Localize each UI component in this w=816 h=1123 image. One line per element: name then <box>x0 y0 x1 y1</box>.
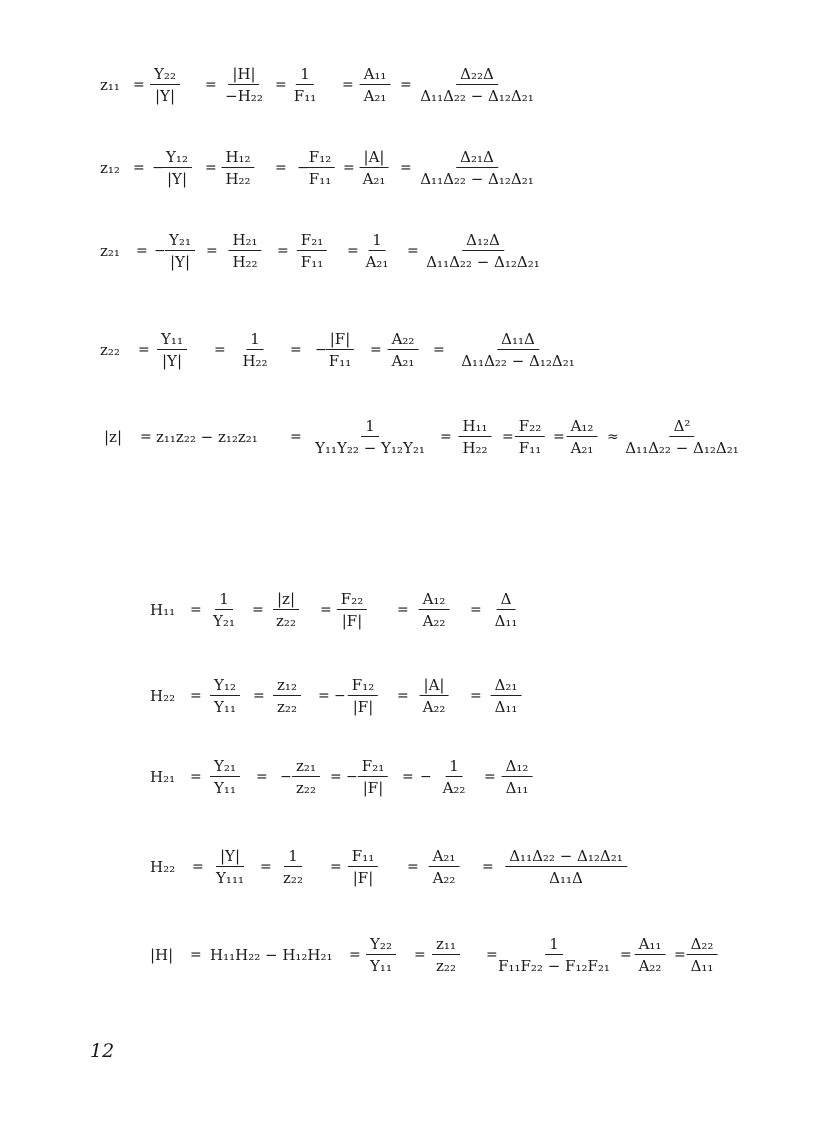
numerator: |F| <box>326 330 355 350</box>
numerator: Δ₂₂Δ <box>456 65 498 85</box>
equals-sign: = <box>553 429 565 445</box>
numerator: |z| <box>273 590 299 610</box>
equals-sign: = <box>253 688 265 704</box>
numerator: 1 <box>215 590 233 610</box>
equals-sign: = <box>482 859 494 875</box>
equation-lhs: z₂₂ <box>100 341 120 359</box>
denominator: A₂₁ <box>391 352 415 370</box>
fraction <box>273 676 301 716</box>
equals-sign: = <box>484 769 496 785</box>
minus-sign: − <box>420 769 432 785</box>
equals-sign: = <box>470 688 482 704</box>
equals-sign: = <box>470 602 482 618</box>
equals-sign: = <box>330 769 342 785</box>
equation-lhs: H₂₂ <box>150 687 176 705</box>
denominator: H₂₂ <box>462 439 488 457</box>
equation-z11 <box>0 55 816 115</box>
equals-sign: = <box>205 160 217 176</box>
numerator: A₁₂ <box>419 590 450 610</box>
numerator: 1 <box>246 330 264 350</box>
equals-sign: = <box>433 342 445 358</box>
fraction <box>567 417 598 457</box>
equation-lhs: z₁₁ <box>100 76 120 94</box>
numerator: Δ₁₂Δ <box>462 231 504 251</box>
equals-sign: = <box>206 243 218 259</box>
minus-sign: − <box>297 160 309 176</box>
fraction <box>362 231 393 271</box>
equals-sign: = <box>502 429 514 445</box>
fraction <box>290 65 320 105</box>
fraction <box>305 148 335 188</box>
denominator: Y₁₁ <box>214 779 236 797</box>
numerator: Y₁₁ <box>157 330 187 350</box>
numerator: F₁₂ <box>348 676 378 696</box>
numerator: Δ₁₂ <box>502 757 533 777</box>
fraction <box>157 330 187 370</box>
equation-lhs: |z| <box>104 428 123 446</box>
fraction <box>337 590 367 630</box>
fraction <box>491 590 522 630</box>
equals-sign: = <box>320 602 332 618</box>
fraction <box>515 417 545 457</box>
denominator: H₂₂ <box>242 352 268 370</box>
fraction <box>238 330 271 370</box>
denominator: |Y| <box>169 253 190 271</box>
denominator: z₂₂ <box>436 957 456 975</box>
equals-sign: = <box>486 947 498 963</box>
equation-h21 <box>0 747 816 807</box>
equals-sign: = <box>275 77 287 93</box>
denominator: F₁₁ <box>300 253 324 271</box>
numerator: 1 <box>296 65 314 85</box>
numerator: A₁₁ <box>635 935 666 955</box>
numerator: 1 <box>445 757 463 777</box>
equals-sign: = <box>342 77 354 93</box>
denominator: A₂₂ <box>422 698 446 716</box>
determinant-expression: z₁₁z₂₂ − z₁₂z₂₁ <box>156 428 258 446</box>
equals-sign: = <box>190 769 202 785</box>
equals-sign: = <box>397 602 409 618</box>
fraction <box>221 148 254 188</box>
denominator: A₂₂ <box>638 957 662 975</box>
numerator: A₁₁ <box>360 65 391 85</box>
numerator: 1 <box>284 847 302 867</box>
fraction <box>416 65 538 105</box>
denominator: Δ₁₁Δ₂₂ − Δ₁₂Δ₂₁ <box>426 253 540 271</box>
numerator: A₂₂ <box>388 330 419 350</box>
numerator: 1 <box>368 231 386 251</box>
denominator: |F| <box>352 869 374 887</box>
denominator: |Y| <box>154 87 175 105</box>
numerator: F₂₁ <box>297 231 327 251</box>
numerator: Δ <box>497 590 516 610</box>
equation-h-determinant <box>0 925 816 985</box>
equals-sign: = <box>275 160 287 176</box>
numerator: |H| <box>228 65 259 85</box>
equals-sign: = <box>400 77 412 93</box>
equals-sign: = <box>214 342 226 358</box>
numerator: Δ₂₁Δ <box>456 148 498 168</box>
equals-sign: = <box>290 342 302 358</box>
denominator: Δ₁₁Δ₂₂ − Δ₁₂Δ₂₁ <box>625 439 739 457</box>
equation-z22 <box>0 320 816 380</box>
numerator: F₂₂ <box>515 417 545 437</box>
denominator: Δ₁₁Δ₂₂ − Δ₁₂Δ₂₁ <box>420 87 534 105</box>
numerator: H₂₁ <box>228 231 261 251</box>
denominator: H₂₂ <box>232 253 258 271</box>
denominator: F₁₁ <box>518 439 542 457</box>
fraction <box>150 65 180 105</box>
equals-sign: = <box>136 243 148 259</box>
equals-sign: = <box>347 243 359 259</box>
minus-sign: − <box>280 769 292 785</box>
equals-sign: = <box>256 769 268 785</box>
numerator: F₂₁ <box>358 757 388 777</box>
numerator: Δ² <box>670 417 695 437</box>
denominator: Δ₁₁ <box>494 698 518 716</box>
fraction <box>311 417 429 457</box>
numerator: Y₁₂ <box>210 676 240 696</box>
determinant-expression: H₁₁H₂₂ − H₁₂H₂₁ <box>210 946 333 964</box>
fraction <box>388 330 419 370</box>
equals-sign: = <box>190 688 202 704</box>
denominator: H₂₂ <box>225 170 251 188</box>
denominator: |F| <box>352 698 374 716</box>
numerator: F₁₂ <box>305 148 335 168</box>
fraction <box>458 417 491 457</box>
numerator: Y₂₂ <box>150 65 180 85</box>
denominator: |F| <box>362 779 384 797</box>
fraction <box>635 935 666 975</box>
numerator: |Y| <box>216 847 244 867</box>
fraction <box>366 935 396 975</box>
equals-sign: = <box>192 859 204 875</box>
fraction <box>687 935 718 975</box>
equals-sign: = <box>277 243 289 259</box>
numerator: Y₂₁ <box>210 757 240 777</box>
fraction <box>348 676 378 716</box>
denominator: |Y| <box>166 170 187 188</box>
minus-sign: − <box>346 769 358 785</box>
equals-sign: = <box>252 602 264 618</box>
denominator: F₁₁ <box>328 352 352 370</box>
denominator: Δ₁₁Δ <box>549 869 583 887</box>
equals-sign: = <box>414 947 426 963</box>
fraction <box>429 847 460 887</box>
denominator: Δ₁₁Δ₂₂ − Δ₁₂Δ₂₁ <box>461 352 575 370</box>
fraction <box>272 590 300 630</box>
numerator: z₂₁ <box>292 757 320 777</box>
numerator: Y₂₂ <box>366 935 396 955</box>
minus-sign: − <box>315 342 327 358</box>
denominator: Y₁₁Y₂₂ − Y₁₂Y₂₁ <box>315 439 425 457</box>
equals-sign: = <box>674 947 686 963</box>
minus-sign: − <box>154 243 166 259</box>
minus-sign: − <box>152 160 164 176</box>
equals-sign: = <box>205 77 217 93</box>
equals-sign: = <box>190 602 202 618</box>
denominator: A₂₂ <box>432 869 456 887</box>
page-number: 12 <box>90 1040 115 1062</box>
denominator: |F| <box>341 612 363 630</box>
denominator: F₁₁F₂₂ − F₁₂F₂₁ <box>498 957 610 975</box>
denominator: |Y| <box>161 352 182 370</box>
numerator: A₂₁ <box>429 847 460 867</box>
fraction <box>292 757 320 797</box>
fraction <box>279 847 307 887</box>
denominator: A₂₁ <box>570 439 594 457</box>
numerator: |A| <box>360 148 389 168</box>
equals-sign: = <box>133 160 145 176</box>
denominator: Y₂₁ <box>213 612 235 630</box>
fraction <box>228 231 261 271</box>
fraction <box>210 676 240 716</box>
equals-sign: = <box>397 688 409 704</box>
equals-sign: = <box>290 429 302 445</box>
fraction <box>297 231 327 271</box>
denominator: A₂₂ <box>422 612 446 630</box>
fraction <box>419 590 450 630</box>
fraction <box>360 65 391 105</box>
fraction <box>165 231 195 271</box>
fraction <box>505 847 627 887</box>
fraction <box>162 148 192 188</box>
denominator: F₁₁ <box>293 87 317 105</box>
equals-sign: = <box>190 947 202 963</box>
fraction <box>491 676 522 716</box>
denominator: Δ₁₁ <box>690 957 714 975</box>
denominator: Δ₁₁ <box>494 612 518 630</box>
fraction <box>502 757 533 797</box>
numerator: Y₂₁ <box>165 231 195 251</box>
fraction <box>422 231 544 271</box>
denominator: z₂₂ <box>277 698 297 716</box>
numerator: H₁₂ <box>221 148 254 168</box>
equation-lhs: z₂₁ <box>100 242 120 260</box>
fraction <box>494 935 614 975</box>
equation-z-determinant <box>0 407 816 467</box>
equals-sign: = <box>330 859 342 875</box>
fraction <box>358 757 388 797</box>
denominator: −H₂₂ <box>225 87 263 105</box>
equals-sign: = <box>140 429 152 445</box>
equals-sign: = <box>407 243 419 259</box>
fraction <box>621 417 743 457</box>
equation-z12 <box>0 138 816 198</box>
denominator: F₁₁ <box>308 170 332 188</box>
numerator: Y₁₂ <box>162 148 192 168</box>
fraction <box>325 330 355 370</box>
fraction <box>359 148 390 188</box>
fraction <box>439 757 470 797</box>
equals-sign: = <box>349 947 361 963</box>
equals-sign: = <box>402 769 414 785</box>
equation-h22 <box>0 837 816 897</box>
denominator: Y₁₁ <box>370 957 392 975</box>
equals-sign: = <box>133 77 145 93</box>
equation-lhs: |H| <box>150 946 174 964</box>
equals-sign: = <box>370 342 382 358</box>
denominator: A₂₁ <box>363 87 387 105</box>
denominator: Y₁₁₁ <box>216 869 244 887</box>
equals-sign: = <box>407 859 419 875</box>
equals-sign: = <box>440 429 452 445</box>
denominator: Δ₁₁Δ₂₂ − Δ₁₂Δ₂₁ <box>420 170 534 188</box>
fraction <box>419 676 450 716</box>
numerator: z₁₁ <box>432 935 460 955</box>
equation-lhs: H₂₁ <box>150 768 176 786</box>
denominator: Δ₁₁ <box>505 779 529 797</box>
equals-sign: ≈ <box>607 429 619 445</box>
denominator: A₂₂ <box>442 779 466 797</box>
equals-sign: = <box>318 688 330 704</box>
fraction <box>212 847 248 887</box>
numerator: 1 <box>545 935 563 955</box>
numerator: A₁₂ <box>567 417 598 437</box>
equation-lhs: z₁₂ <box>100 159 120 177</box>
denominator: z₂₂ <box>296 779 316 797</box>
equals-sign: = <box>260 859 272 875</box>
denominator: z₂₂ <box>283 869 303 887</box>
numerator: |A| <box>420 676 449 696</box>
fraction <box>210 757 240 797</box>
numerator: F₁₁ <box>348 847 378 867</box>
fraction <box>348 847 378 887</box>
numerator: 1 <box>361 417 379 437</box>
numerator: Δ₁₁Δ₂₂ − Δ₁₂Δ₂₁ <box>505 847 627 867</box>
equals-sign: = <box>343 160 355 176</box>
numerator: Δ₁₁Δ <box>497 330 539 350</box>
equation-h11 <box>0 580 816 640</box>
equation-z21 <box>0 221 816 281</box>
equation-lhs: H₁₁ <box>150 601 176 619</box>
minus-sign: − <box>334 688 346 704</box>
equation-h22 <box>0 666 816 726</box>
fraction <box>416 148 538 188</box>
equals-sign: = <box>400 160 412 176</box>
equals-sign: = <box>620 947 632 963</box>
equation-lhs: H₂₂ <box>150 858 176 876</box>
fraction <box>209 590 239 630</box>
denominator: z₂₂ <box>276 612 296 630</box>
fraction <box>457 330 579 370</box>
denominator: A₂₁ <box>362 170 386 188</box>
denominator: Y₁₁ <box>214 698 236 716</box>
numerator: Δ₂₂ <box>687 935 718 955</box>
denominator: A₂₁ <box>365 253 389 271</box>
numerator: F₂₂ <box>337 590 367 610</box>
numerator: H₁₁ <box>458 417 491 437</box>
equals-sign: = <box>138 342 150 358</box>
fraction <box>432 935 460 975</box>
numerator: z₁₂ <box>273 676 301 696</box>
numerator: Δ₂₁ <box>491 676 522 696</box>
fraction <box>221 65 267 105</box>
